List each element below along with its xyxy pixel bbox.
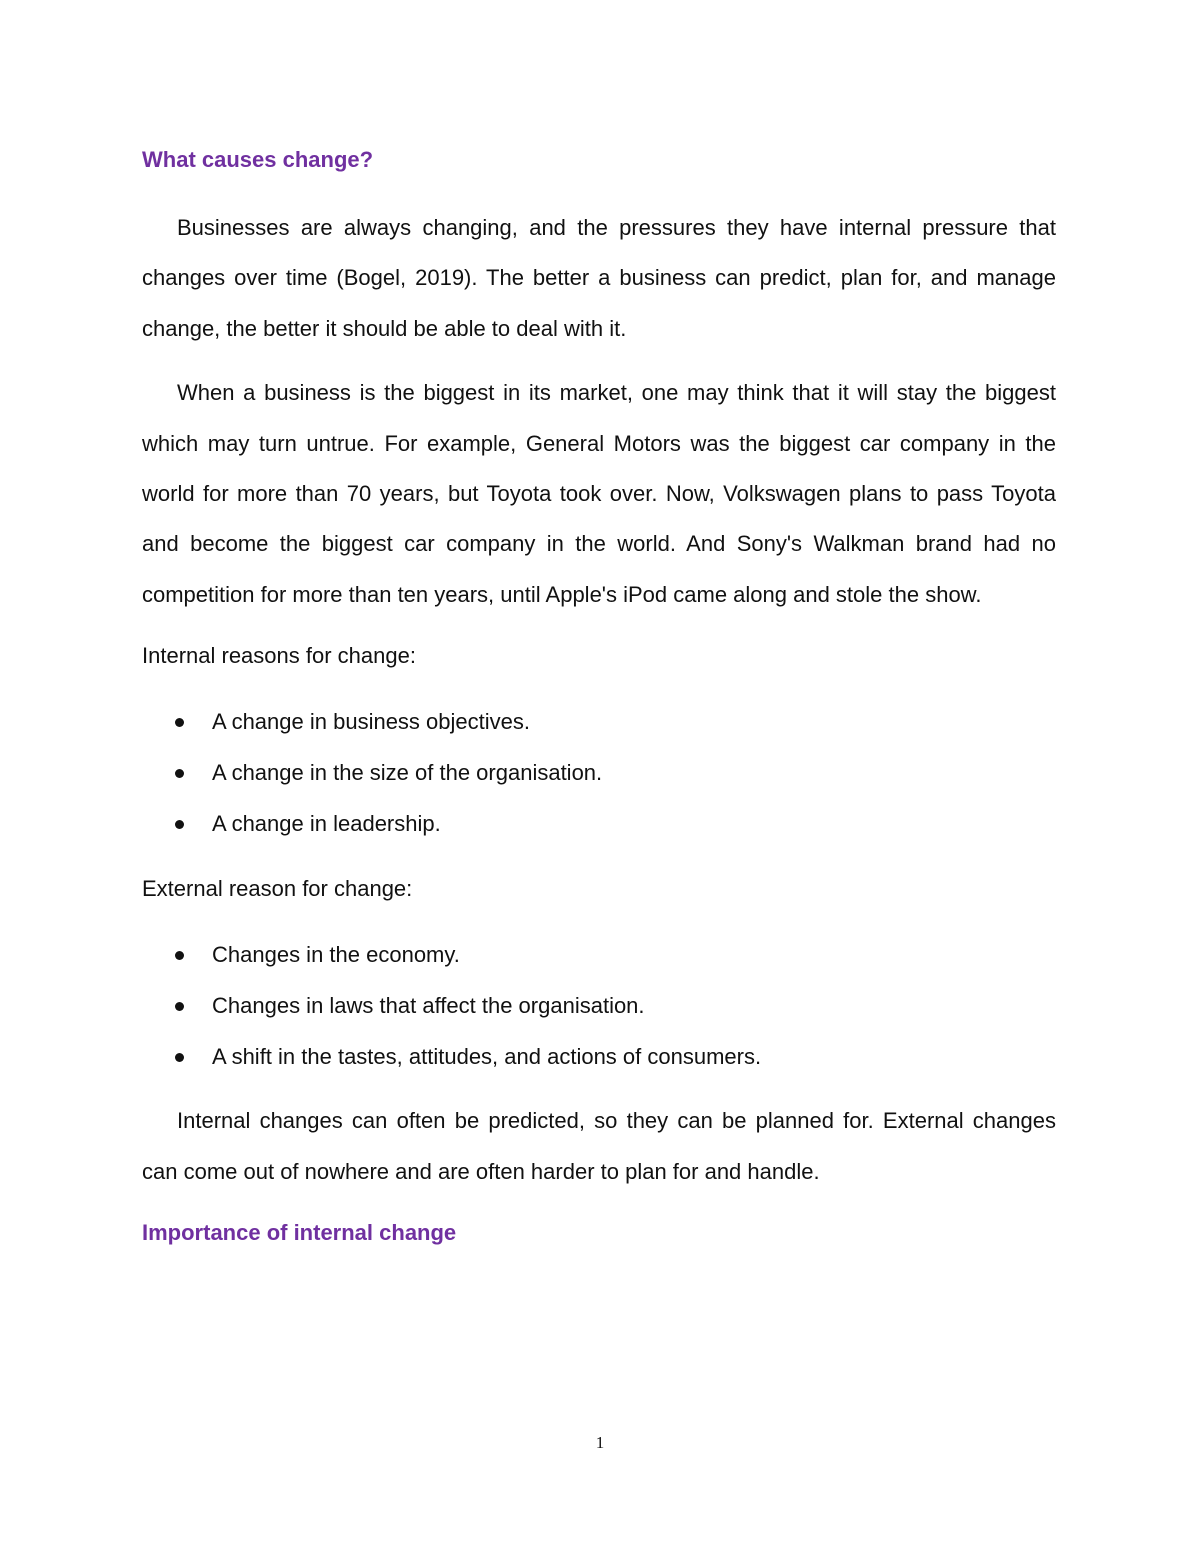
paragraph-biggest-in-market: When a business is the biggest in its market, one may think that it will stay the biggest which may turn untrue. For example, General Motors was the biggest car company in the world for more than 70 years, but Toyota took over. Now, Volkswagen plans to pass Toyota and become the biggest car company in the world. And Sony's Walkman brand had no competition for more than ten years, until Apple's iPod came along and stole the show. [142, 380, 1056, 607]
internal-reasons-list [142, 700, 1056, 846]
paragraph-internal-external-changes: Internal changes can often be predicted, so they can be planned for. External changes can come out of nowhere and are often harder to plan for and handle. [142, 1108, 1056, 1184]
bullet-icon [175, 951, 184, 960]
section-heading-what-causes-change: What causes change? [142, 147, 374, 172]
list-item [142, 802, 1056, 846]
list-item-text: A shift in the tastes, attitudes, and actions of consumers. [212, 1044, 762, 1070]
list-item [142, 1035, 1056, 1079]
bullet-icon [175, 1053, 184, 1062]
list-item-text: A change in business objectives. [212, 709, 530, 735]
page-number: 1 [595, 1433, 605, 1452]
bullet-icon [175, 1002, 184, 1011]
bullet-icon [175, 820, 184, 829]
bullet-icon [175, 769, 184, 778]
list-item-text: Changes in laws that affect the organisation. [212, 993, 645, 1019]
external-reasons-label: External reason for change: [142, 876, 413, 902]
section-heading-importance-internal-change: Importance of internal change [142, 1220, 457, 1246]
internal-reasons-label: Internal reasons for change: [142, 643, 416, 669]
bullet-icon [175, 718, 184, 727]
list-item [142, 984, 1056, 1028]
paragraph-businesses-changing: Businesses are always changing, and the pressures they have internal pressure that changes over time (Bogel, 2019). The better a business can predict, plan for, and manage change, the better it should be able to deal with it. [142, 215, 1056, 341]
list-item [142, 751, 1056, 795]
external-reasons-list [142, 933, 1056, 1079]
list-item-text: A change in the size of the organisation. [212, 760, 603, 786]
list-item-text: A change in leadership. [212, 811, 441, 837]
list-item [142, 700, 1056, 744]
list-item-text: Changes in the economy. [212, 942, 460, 968]
page-content [142, 138, 1056, 1255]
list-item [142, 933, 1056, 977]
